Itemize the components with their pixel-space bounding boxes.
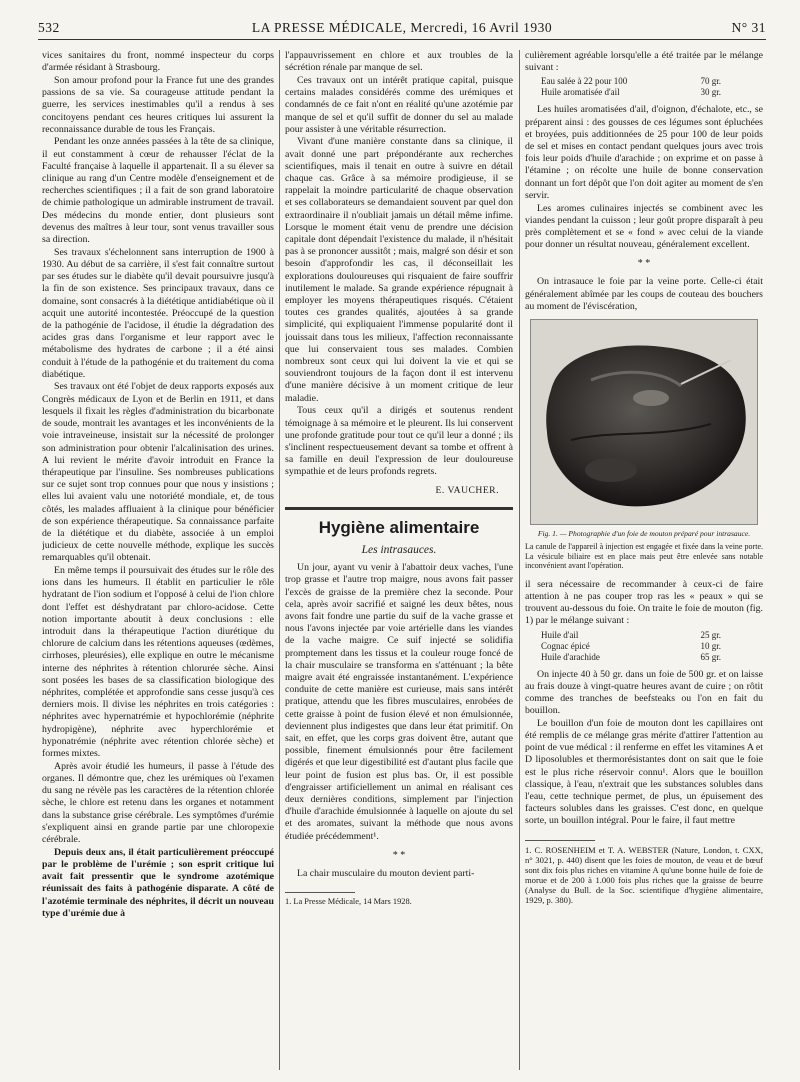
paragraph: Depuis deux ans, il était particulièrement préoccupé par le problème de l'urémie ; son esprit critique lui avait fait pressentir que le syndrome azotémique réunissait des faits à pathogénie disparate. A côté de l'azotémie terminale des néphrites, il décrit un nouveau type d'urémie due à (42, 846, 274, 919)
recipe-row (541, 652, 721, 663)
column-2 (285, 50, 513, 1075)
paragraph: Vivant d'une manière constante dans sa clinique, il avait donné une part prépondérante aux recherches scientifiques, mais il tenait en outre à suivre en détail chaque cas. Grâce à sa mémoire prodigieuse, il se rappelait la moindre particularité de chaque observation et ses collaborateurs se demandaient souvent par quel don extraordinaire il n'oubliait jamais un détail même infime. Lorsque le moment était venu de prendre une décision capitale dont dépendait l'existence du malade, il n'hésitait pas à se prononcer aussitôt ; mais, malgré son désir et son besoin d'approfondir les cas, il déconseillait les explorations douloureuses qui risquaient de faire souffrir inutilement le malade. Sa grande expérience répugnait à employer les moyens thérapeutiques risqués. C'étaient toutes ces grandes qualités, ajoutées à sa grande simplicité, qui expliquaient l'immense popularité dont il jouissait dans tous les milieux, l'affection reconnaissante que lui conservaient tous ses malades. Combien nombreux sont ceux qui lui doivent la vie et qui se souviendront toujours de la façon dont il est intervenu d'une manière décisive à un moment critique de leur maladie. (285, 136, 513, 404)
paragraph: il sera nécessaire de recommander à ceux-ci de faire attention à ne pas couper trop ras les « peaux » qui se trouvent au-dessous du foie. On traite le foie de mouton (fig. 1) par le mélange suivant : (525, 578, 763, 627)
paragraph: En même temps il poursuivait des études sur le rôle des ions dans les humeurs. Il établit en particulier le rôle hydratant de l'ion sodium et l'opposé à celui de l'ion chlore dont l'effet est déshydratant par chloro-acidose. Cette notion importante aboutit à deux conclusions : elle introduit dans la thérapeutique l'action diurétique du chlorure de calcium dans les rétentions aqueuses (œdèmes, cirrhoses, pleurésies), elle explique en outre le mécanisme interne des néphrites à rétention chlorurée sèche. Ainsi sont posées les bases de sa classification biologique des néphrites, complétée et approfondie sans cesse jusqu'à ces derniers mois. Il divise les néphrites en trois catégories : néphrites avec hypernatrémie et hypochlorémie (néphrite hydropigène), néphrite avec hyperchlorémie et hyponatrémie (néphrite avec rétention chlorée sèche) et formes mixtes. (42, 565, 274, 760)
recipe-list (541, 76, 721, 98)
issue-number: N° 31 (731, 20, 766, 35)
paragraph: vices sanitaires du front, nommé inspecteur du corps d'armée résidant à Strasbourg. (42, 50, 274, 74)
recipe-row (541, 76, 721, 87)
paragraph: Pendant les onze années passées à la tête de sa clinique, il eut constamment à cœur de rehausser l'éclat de la Faculté française à laquelle il appartenait. Il a su élever sa clinique au rang d'un Centre modèle d'enseignement et de recherches scientifiques ; il a fait de son grand laboratoire de chimie pathologique un admirable instrument de travail. Des médecins du monde entier, dont plusieurs sont devenus des maîtres à leur tour, sont venus travailler sous sa direction. (42, 136, 274, 246)
recipe-item: Eau salée à 22 pour 100 (541, 76, 628, 87)
recipe-item: Huile aromatisée d'ail (541, 87, 620, 98)
section-title: Hygiène alimentaire (318, 517, 480, 537)
paragraph: La chair musculaire du mouton devient parti- (297, 867, 475, 879)
paragraph: culièrement agréable lorsqu'elle a été traitée par le mélange suivant : (525, 50, 763, 74)
paragraph: l'appauvrissement en chlore et aux troubles de la sécrétion rénale par manque de sel. (285, 50, 513, 74)
recipe-qty: 30 gr. (700, 87, 721, 98)
author-signature: E. VAUCHER. (435, 484, 499, 496)
paragraph: On intrasauce le foie par la veine porte. Celle-ci était généralement abîmée par les coups de couteau des bouchers au moment de l'éviscération, (525, 276, 763, 312)
recipe-item: Huile d'arachide (541, 651, 600, 662)
recipe-list (541, 630, 721, 663)
liver-image (531, 320, 758, 525)
section-divider (285, 507, 513, 510)
recipe-qty: 25 gr. (700, 629, 721, 640)
paragraph: Tous ceux qu'il a dirigés et soutenus rendent témoignage à sa mémoire et le pleurent. Ils lui conservent une profonde gratitude pour tout ce qu'il leur a donné ; ils s'inclinent respectueusement devant sa tombe et offrent à sa famille en deuil l'expression de leur douloureuse sympathie et de leurs profonds regrets. (285, 405, 513, 478)
paragraph: Ces travaux ont un intérêt pratique capital, puisque certains malades considérés comme des urémiques et condamnés de ce fait n'ont en réalité qu'une azotémie par manque de sel et qu'il suffit de donner du sel au malade pour assister à une véritable résurrection. (285, 74, 513, 135)
footnote-rule (525, 840, 595, 841)
recipe-row (541, 630, 721, 641)
column-divider (279, 50, 280, 1070)
footnote-rule (285, 892, 355, 893)
recipe-item: Huile d'ail (541, 629, 579, 640)
paragraph: Après avoir étudié les humeurs, il passe à l'étude des organes. Il démontre que, chez les urémiques où l'examen du sang ne révèle pas les caractères de la rétention chlorée sèche, le chlore est retenu dans les organes et notamment dans la substance grise cérébrale. Les symptômes d'urémie s'expliquent ainsi en grande partie par une chloropexie cérébrale. (42, 760, 274, 845)
paragraph: Les aromes culinaires injectés se combinent avec les viandes pendant la cuisson ; leur goût propre disparaît à peu près complètement et se « fond » avec celui de la viande pour donner un résultat nouveau, généralement excellent. (525, 202, 763, 251)
paragraph: Ses travaux s'échelonnent sans interruption de 1900 à 1930. Au début de sa carrière, il s'est fait connaître surtout par ses études sur le diabète qu'il devait poursuivre jusqu'à la fin de son existence. Ses principaux travaux, dans ce domaine, sont consacrés à la diététique antidiabétique où il acquit une autorité incontestée. Préoccupé de la question de la pathogénie de l'acidose, il étudie la dégradation des acides gras dans l'organisme et leur rapport avec le métabolisme des hydrates de carbone ; il a été ainsi conduit à l'étude de la pathogénie et du traitement du coma diabétique. (42, 246, 274, 380)
liver-photograph (530, 319, 758, 525)
recipe-qty: 65 gr. (700, 651, 721, 662)
paragraph: Un jour, ayant vu venir à l'abattoir deux vaches, l'une trop grasse et l'autre trop maigre, nous avons fait passer l'excès de graisse de la première chez la seconde. Pour cela, après avoir sacrifié et saigné les deux bêtes, nous avons fait fondre une partie du suif de la vache grasse et nous l'avons injectée par voie artérielle dans les viandes de la vache maigre. Ce suif injecté se solidifia promptement dans les tissus et la couleur rouge foncé de la chair musculaire se transforma en s'atténuant ; la bête maigre avait été engraissée instantanément. L'expérience conduite de cette manière est curieuse, mais sans intérêt pratique, attendu que les fibres musculaires, enrobées de cette graisse à point de fusion élevé et non émulsionnée, deviennent plus indigestes que dans leur état primitif. On sait, en effet, que les corps gras doivent être, autant que possible, finement émulsionnés pour être facilement digérés et que leur digestibilité est d'autant plus facile que leur point de fusion est plus bas. Or, il est possible d'engraisser artificiellement un animal en réalisant ces deux dernières conditions, simplement par l'injection d'huile d'arachide émulsionnée à laquelle on ajoute du sel et des aromates, suivant la méthode que nous avons étudiée précédemment¹. (285, 562, 513, 842)
paragraph: Ses travaux ont été l'objet de deux rapports exposés aux Congrès médicaux de Lyon et de Berlin en 1911, et dans lesquels il fixait les règles d'administration du bicarbonate de soude, montrait les avantages et les inconvénients de la voie intraveineuse, insistait sur la nécessité de prolonger son administration pour obtenir l'alcalinisation des urines. A lui revient le mérite d'avoir introduit en France la thérapeutique par l'insuline. Ses nombreuses publications sur ce sujet sont trop connues pour que nous y insistions ; elles lui avaient valu une notoriété mondiale, et, de tous côtés, les malades affluaient à la clinique pour bénéficier de son expérience thérapeutique. Sa connaissance parfaite de la diététique et du diabète, associée à un emploi judicieux de cette nouvelle méthode, explique les succès remarquables qu'il obtenait. (42, 381, 274, 564)
page-number: 532 (38, 20, 60, 35)
recipe-item: Cognac épicé (541, 640, 590, 651)
column-3 (525, 50, 763, 1075)
footnote: 1. C. ROSENHEIM et T. A. WEBSTER (Nature, London, t. CXX, n° 3021, p. 440) disent que les foies de mouton, de veau et de bœuf sont dix fois plus riches en vitamine A qu'une bonne huile de foie de morue et de 200 à 1.000 fois plus riches que la graisse de beurre (Analyse du Bull. de la Soc. scientifique d'hygiène alimentaire, 1929, p. 380). (525, 844, 763, 905)
paragraph: On injecte 40 à 50 gr. dans un foie de 500 gr. et on laisse au frais douze à vingt-quatre heures avant de cuire ; on rôtit comme des tranches de beefsteaks ou l'on en fait du bouillon. (525, 668, 763, 717)
recipe-row (541, 641, 721, 652)
section-break-stars: * * (392, 849, 406, 861)
paragraph: Les huiles aromatisées d'ail, d'oignon, d'échalote, etc., se préparent ainsi : des gousses de ces légumes sont épluchées et broyées, puis additionnées de 25 pour 100 de leur poids de sel et mises en contact pendant quelques jours avec trois fois leur poids d'huile d'arachide ; on exprime et on passe à l'étamine ; on récolte une huile de bonne conservation donnant un fort dépôt que l'on doit agiter au moment de s'en servir. (525, 104, 763, 201)
column-divider (519, 50, 520, 1070)
running-header (38, 14, 766, 40)
recipe-qty: 10 gr. (700, 640, 721, 651)
figure-legend: La canule de l'appareil à injection est engagée et fixée dans la veine porte. La vésicule biliaire est en place mais peut être enlevée sans notable inconvénient avant l'opération. (525, 541, 763, 571)
recipe-row (541, 87, 721, 98)
journal-title: LA PRESSE MÉDICALE, Mercredi, 16 Avril 1930 (251, 20, 553, 35)
section-break-stars: * * (637, 258, 651, 270)
article-title: Les intrasauces. (361, 544, 437, 557)
footnote: 1. La Presse Médicale, 14 Mars 1928. (285, 897, 412, 907)
paragraph: Son amour profond pour la France fut une des grandes passions de sa vie. Sa courageuse attitude pendant la guerre, les services inestimables qu'il a rendus à ses concitoyens pendant ces heures critiques lui assurent la reconnaissance durable de tous les Français. (42, 74, 274, 135)
figure-caption: Fig. 1. — Photographie d'un foie de mouton préparé pour intrasauce. (537, 528, 751, 538)
paragraph: Le bouillon d'un foie de mouton dont les capillaires ont été remplis de ce mélange gras mérite d'attirer l'attention au point de vue médical : il renferme en effet les vitamines A et D liposolubles et thermorésistantes dont on sait que le foie est le plus riche réservoir connu¹. Alors que le bouillon classique, à l'eau, n'extrait que les substances solubles dans l'eau, cette technique permet, de plus, un épuisement des facteurs solubles dans les graisses. C'est donc, en quelque sorte, un bouillon intégral. Pour le faire, il faut mettre (525, 717, 763, 827)
recipe-qty: 70 gr. (700, 76, 721, 87)
column-1 (42, 50, 274, 1075)
